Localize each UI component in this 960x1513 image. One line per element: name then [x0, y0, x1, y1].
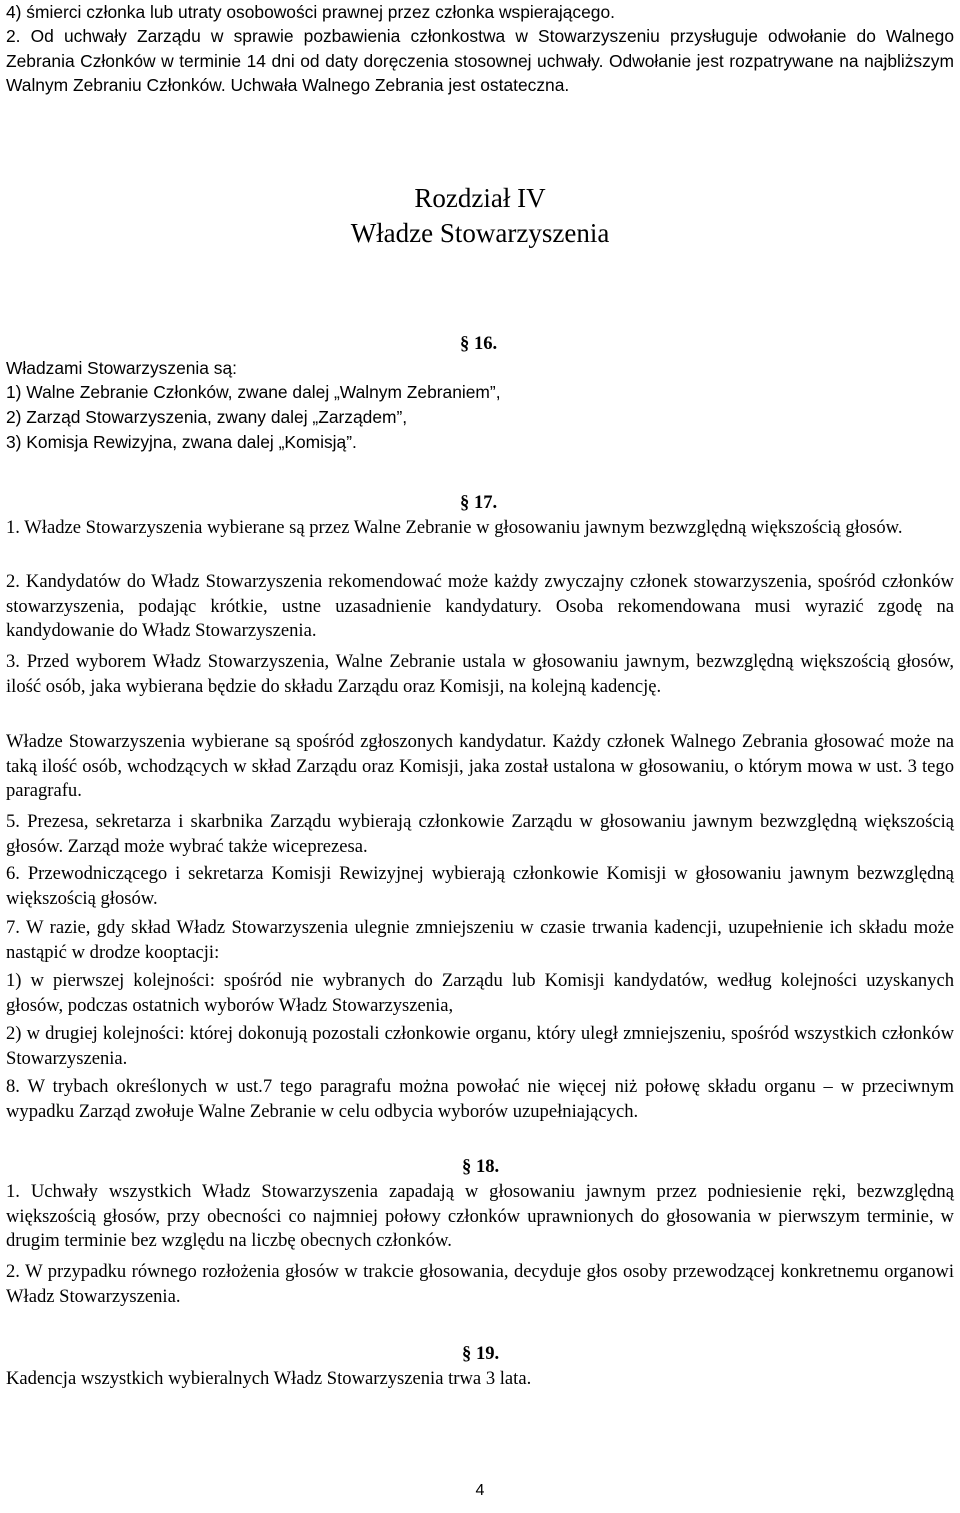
section-19-heading: § 19. [462, 1343, 500, 1364]
paragraph-member-loss-4: 4) śmierci członka lub utraty osobowości prawnej przez członka wspierającego. [6, 2, 615, 22]
section-18-para-2: 2. W przypadku równego rozłożenia głosów w trakcie głosowania, decyduje głos osoby przewodzącej konkretnemu organowi Władz Stowarzyszenia. [6, 1261, 954, 1307]
section-18-para-1: 1. Uchwały wszystkich Władz Stowarzyszenia zapadają w głosowaniu jawnym przez podniesienie ręki, bezwzględną większością głosów, przy obecności co najmniej połowy członków uprawnionych do głosowania w pierwszym terminie, w drugim terminie bez względu na liczbę obecnych członków. [6, 1181, 954, 1251]
section-17-para-7-item-1: 1) w pierwszej kolejności: spośród nie wybranych do Zarządu lub Komisji kandydatów, według kolejności uzyskanych głosów, podczas ostatnich wyborów Władz Stowarzyszenia, [6, 970, 954, 1016]
section-16-item-3: 3) Komisja Rewizyjna, zwana dalej „Komisją”. [6, 432, 357, 452]
chapter-title: Władze Stowarzyszenia [350, 218, 610, 248]
section-17-para-7-item-2: 2) w drugiej kolejności: której dokonują pozostali członkowie organu, który uległ zmniejszeniu, spośród wszystkich członków Stowarzyszenia. [6, 1023, 954, 1069]
section-17-para-4: Władze Stowarzyszenia wybierane są spośród zgłoszonych kandydatur. Każdy członek Walnego Zebrania głosować może na taką ilość osób, wchodzących w skład Zarządu oraz Komisji, jaka został ustalona w głosowaniu, o którym mowa w ust. 3 tego paragrafu. [6, 731, 954, 801]
section-17-para-7: 7. W razie, gdy skład Władz Stowarzyszenia ulegnie zmniejszeniu w czasie trwania kadencji, uzupełnienie ich składu może nastąpić w drodze kooptacji: [6, 917, 954, 963]
section-16-item-2: 2) Zarząd Stowarzyszenia, zwany dalej „Zarządem”, [6, 407, 408, 427]
section-17-para-2: 2. Kandydatów do Władz Stowarzyszenia rekomendować może każdy zwyczajny członek stowarzyszenia, spośród członków stowarzyszenia, podając krótkie, ustne uzasadnienie kandydatury. Osoba rekomendowana musi wyrazić zgodę na kandydowanie do Władz Stowarzyszenia. [6, 571, 954, 641]
paragraph-appeal: 2. Od uchwały Zarządu w sprawie pozbawienia członkostwa w Stowarzyszeniu przysługuje odwołanie do Walnego Zebrania Członków w terminie 14 dni od daty doręczenia stosownej uchwały. Odwołanie jest rozpatrywane na najbliższym Walnym Zebraniu Członków. Uchwała Walnego Zebrania jest ostateczna. [6, 26, 954, 95]
page-number: 4 [475, 1482, 485, 1499]
section-19-para-1: Kadencja wszystkich wybieralnych Władz Stowarzyszenia trwa 3 lata. [6, 1368, 532, 1389]
section-16-heading: § 16. [460, 333, 498, 354]
section-16-item-1: 1) Walne Zebranie Członków, zwane dalej „Walnym Zebraniem”, [6, 382, 501, 402]
section-17-para-8: 8. W trybach określonych w ust.7 tego paragrafu można powołać nie więcej niż połowę składu organu – w przeciwnym wypadku Zarząd zwołuje Walne Zebranie w celu odbycia wyborów uzupełniających. [6, 1076, 954, 1122]
section-17-para-1: 1. Władze Stowarzyszenia wybierane są przez Walne Zebranie w głosowaniu jawnym bezwzględną większością głosów. [6, 517, 903, 538]
section-17-heading: § 17. [460, 492, 498, 513]
section-17-para-5: 5. Prezesa, sekretarza i skarbnika Zarządu wybierają członkowie Zarządu w głosowaniu jawnym bezwzględną większością głosów. Zarząd może wybrać także wiceprezesa. [6, 811, 954, 857]
chapter-number: Rozdział IV [414, 183, 546, 213]
section-18-heading: § 18. [462, 1156, 500, 1177]
section-17-para-6: 6. Przewodniczącego i sekretarza Komisji Rewizyjnej wybierają członkowie Komisji w głosowaniu jawnym bezwzględną większością głosów. [6, 863, 954, 909]
section-16-intro: Władzami Stowarzyszenia są: [6, 358, 237, 378]
section-17-para-3: 3. Przed wyborem Władz Stowarzyszenia, Walne Zebranie ustala w głosowaniu jawnym, bezwzględną większością głosów, ilość osób, jaka wybierana będzie do składu Zarządu oraz Komisji, na kolejną kadencję. [6, 651, 954, 697]
